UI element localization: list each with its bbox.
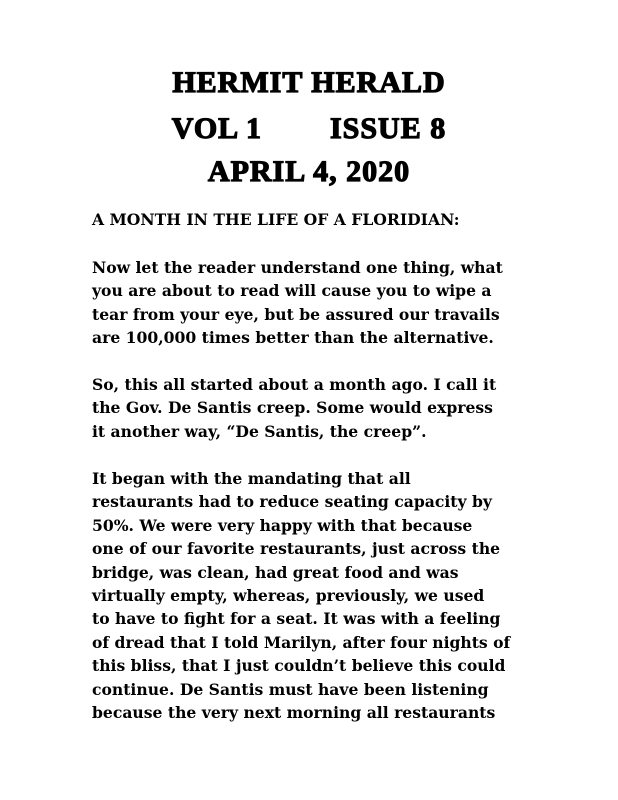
paragraph-line: it another way, “De Santis, the creep”. [92, 421, 427, 441]
masthead-volume-issue: VOL 1 ISSUE 8 [171, 112, 447, 145]
paragraph-line: restaurants had to reduce seating capacity by [92, 492, 492, 512]
paragraph-line: are 100,000 times better than the alternative. [92, 328, 494, 348]
article-paragraph-2 [92, 373, 562, 443]
paragraph-line: continue. De Santis must have been listening [92, 679, 489, 699]
paragraph-line: you are about to read will cause you to wipe a [92, 281, 492, 301]
paragraph-line: tear from your eye, but be assured our travails [92, 304, 500, 324]
masthead-title: HERMIT HERALD [172, 66, 446, 99]
paragraph-line: So, this all started about a month ago. I call it [92, 375, 497, 394]
paragraph-line: bridge, was clean, had great food and was [92, 562, 459, 582]
article-headline: A MONTH IN THE LIFE OF A FLORIDIAN: [92, 210, 460, 229]
paragraph-line: the Gov. De Santis creep. Some would express [92, 398, 493, 418]
paragraph-line: because the very next morning all restaurants [92, 703, 496, 723]
paragraph-line: this bliss, that I just couldn’t believe this could [92, 656, 506, 676]
paragraph-line: to have to fight for a seat. It was with a feeling [92, 609, 501, 629]
paragraph-line: virtually empty, whereas, previously, we used [92, 586, 485, 606]
paragraph-line: one of our favorite restaurants, just across the [92, 539, 501, 559]
paragraph-line: Now let the reader understand one thing, what [92, 258, 503, 277]
article-paragraph-1 [92, 256, 562, 350]
article-paragraph-3 [92, 467, 562, 724]
paragraph-line: of dread that I told Marilyn, after four nights of [92, 632, 511, 652]
paragraph-line: It began with the mandating that all [92, 469, 411, 488]
paragraph-line: 50%. We were very happy with that because [92, 515, 473, 535]
masthead-date: APRIL 4, 2020 [207, 155, 411, 188]
